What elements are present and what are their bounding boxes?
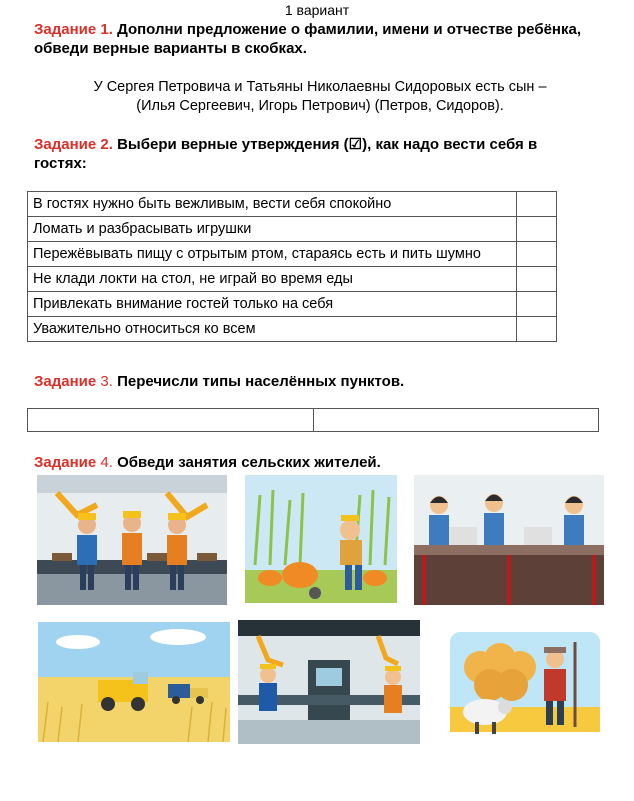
rule-text: Привлекать внимание гостей только на себя [28, 292, 517, 317]
task1-title [34, 20, 594, 58]
table-row [28, 267, 557, 292]
task3-title [34, 372, 594, 391]
task2-text: Выбери верные утверждения (☑), как надо вести себя в гостях: [34, 136, 538, 172]
table-row [28, 192, 557, 217]
task1-body [40, 78, 600, 116]
rule-text: Ломать и разбрасывать игрушки [28, 217, 517, 242]
rule-text: Уважительно относиться ко всем [28, 317, 517, 342]
rule-checkbox[interactable] [517, 192, 557, 217]
task2-title [34, 135, 594, 173]
settlement-answer-row [27, 408, 599, 432]
task4-text: Обведи занятия сельских жителей. [112, 454, 381, 471]
task1-line2: (Илья Сергеевич, Игорь Петрович) (Петров, Сидоров). [136, 98, 504, 114]
variant-label: 1 вариант [284, 2, 350, 18]
task4-label: Задание [34, 454, 101, 471]
rule-text: В гостях нужно быть вежливым, вести себя спокойно [28, 192, 517, 217]
task1-label: Задание 1. [34, 21, 113, 38]
rule-checkbox[interactable] [517, 267, 557, 292]
rule-checkbox[interactable] [517, 292, 557, 317]
table-row [28, 292, 557, 317]
rule-checkbox[interactable] [517, 317, 557, 342]
task4-number: 4. [100, 454, 113, 471]
task3-label: Задание [34, 373, 101, 390]
answer-cell[interactable] [314, 409, 599, 431]
farmer-sheep-image[interactable] [440, 627, 604, 742]
factory-machinery-image[interactable] [238, 620, 420, 744]
answer-cell[interactable] [28, 409, 314, 431]
factory-workers-image[interactable] [37, 475, 227, 605]
task4-title [34, 453, 594, 472]
rule-checkbox[interactable] [517, 217, 557, 242]
task3-text: Перечисли типы населённых пунктов. [112, 373, 405, 390]
harvester-field-image[interactable] [38, 622, 230, 742]
rule-text: Пережёвывать пищу с отрытым ртом, стараясь есть и пить шумно [28, 242, 517, 267]
sewing-workers-image[interactable] [414, 475, 604, 605]
pumpkin-farmer-image[interactable] [245, 475, 397, 603]
task1-text: Дополни предложение о фамилии, имени и отчестве ребёнка, обведи верные варианты в скобках. [34, 21, 582, 57]
task3-number: 3. [100, 373, 113, 390]
rules-table [27, 191, 557, 342]
rule-checkbox[interactable] [517, 242, 557, 267]
rule-text: Не клади локти на стол, не играй во время еды [28, 267, 517, 292]
task1-line1: У Сергея Петровича и Татьяны Николаевны Сидоровых есть сын – [93, 79, 547, 95]
task2-label: Задание 2. [34, 136, 113, 153]
table-row [28, 317, 557, 342]
table-row [28, 242, 557, 267]
table-row [28, 217, 557, 242]
